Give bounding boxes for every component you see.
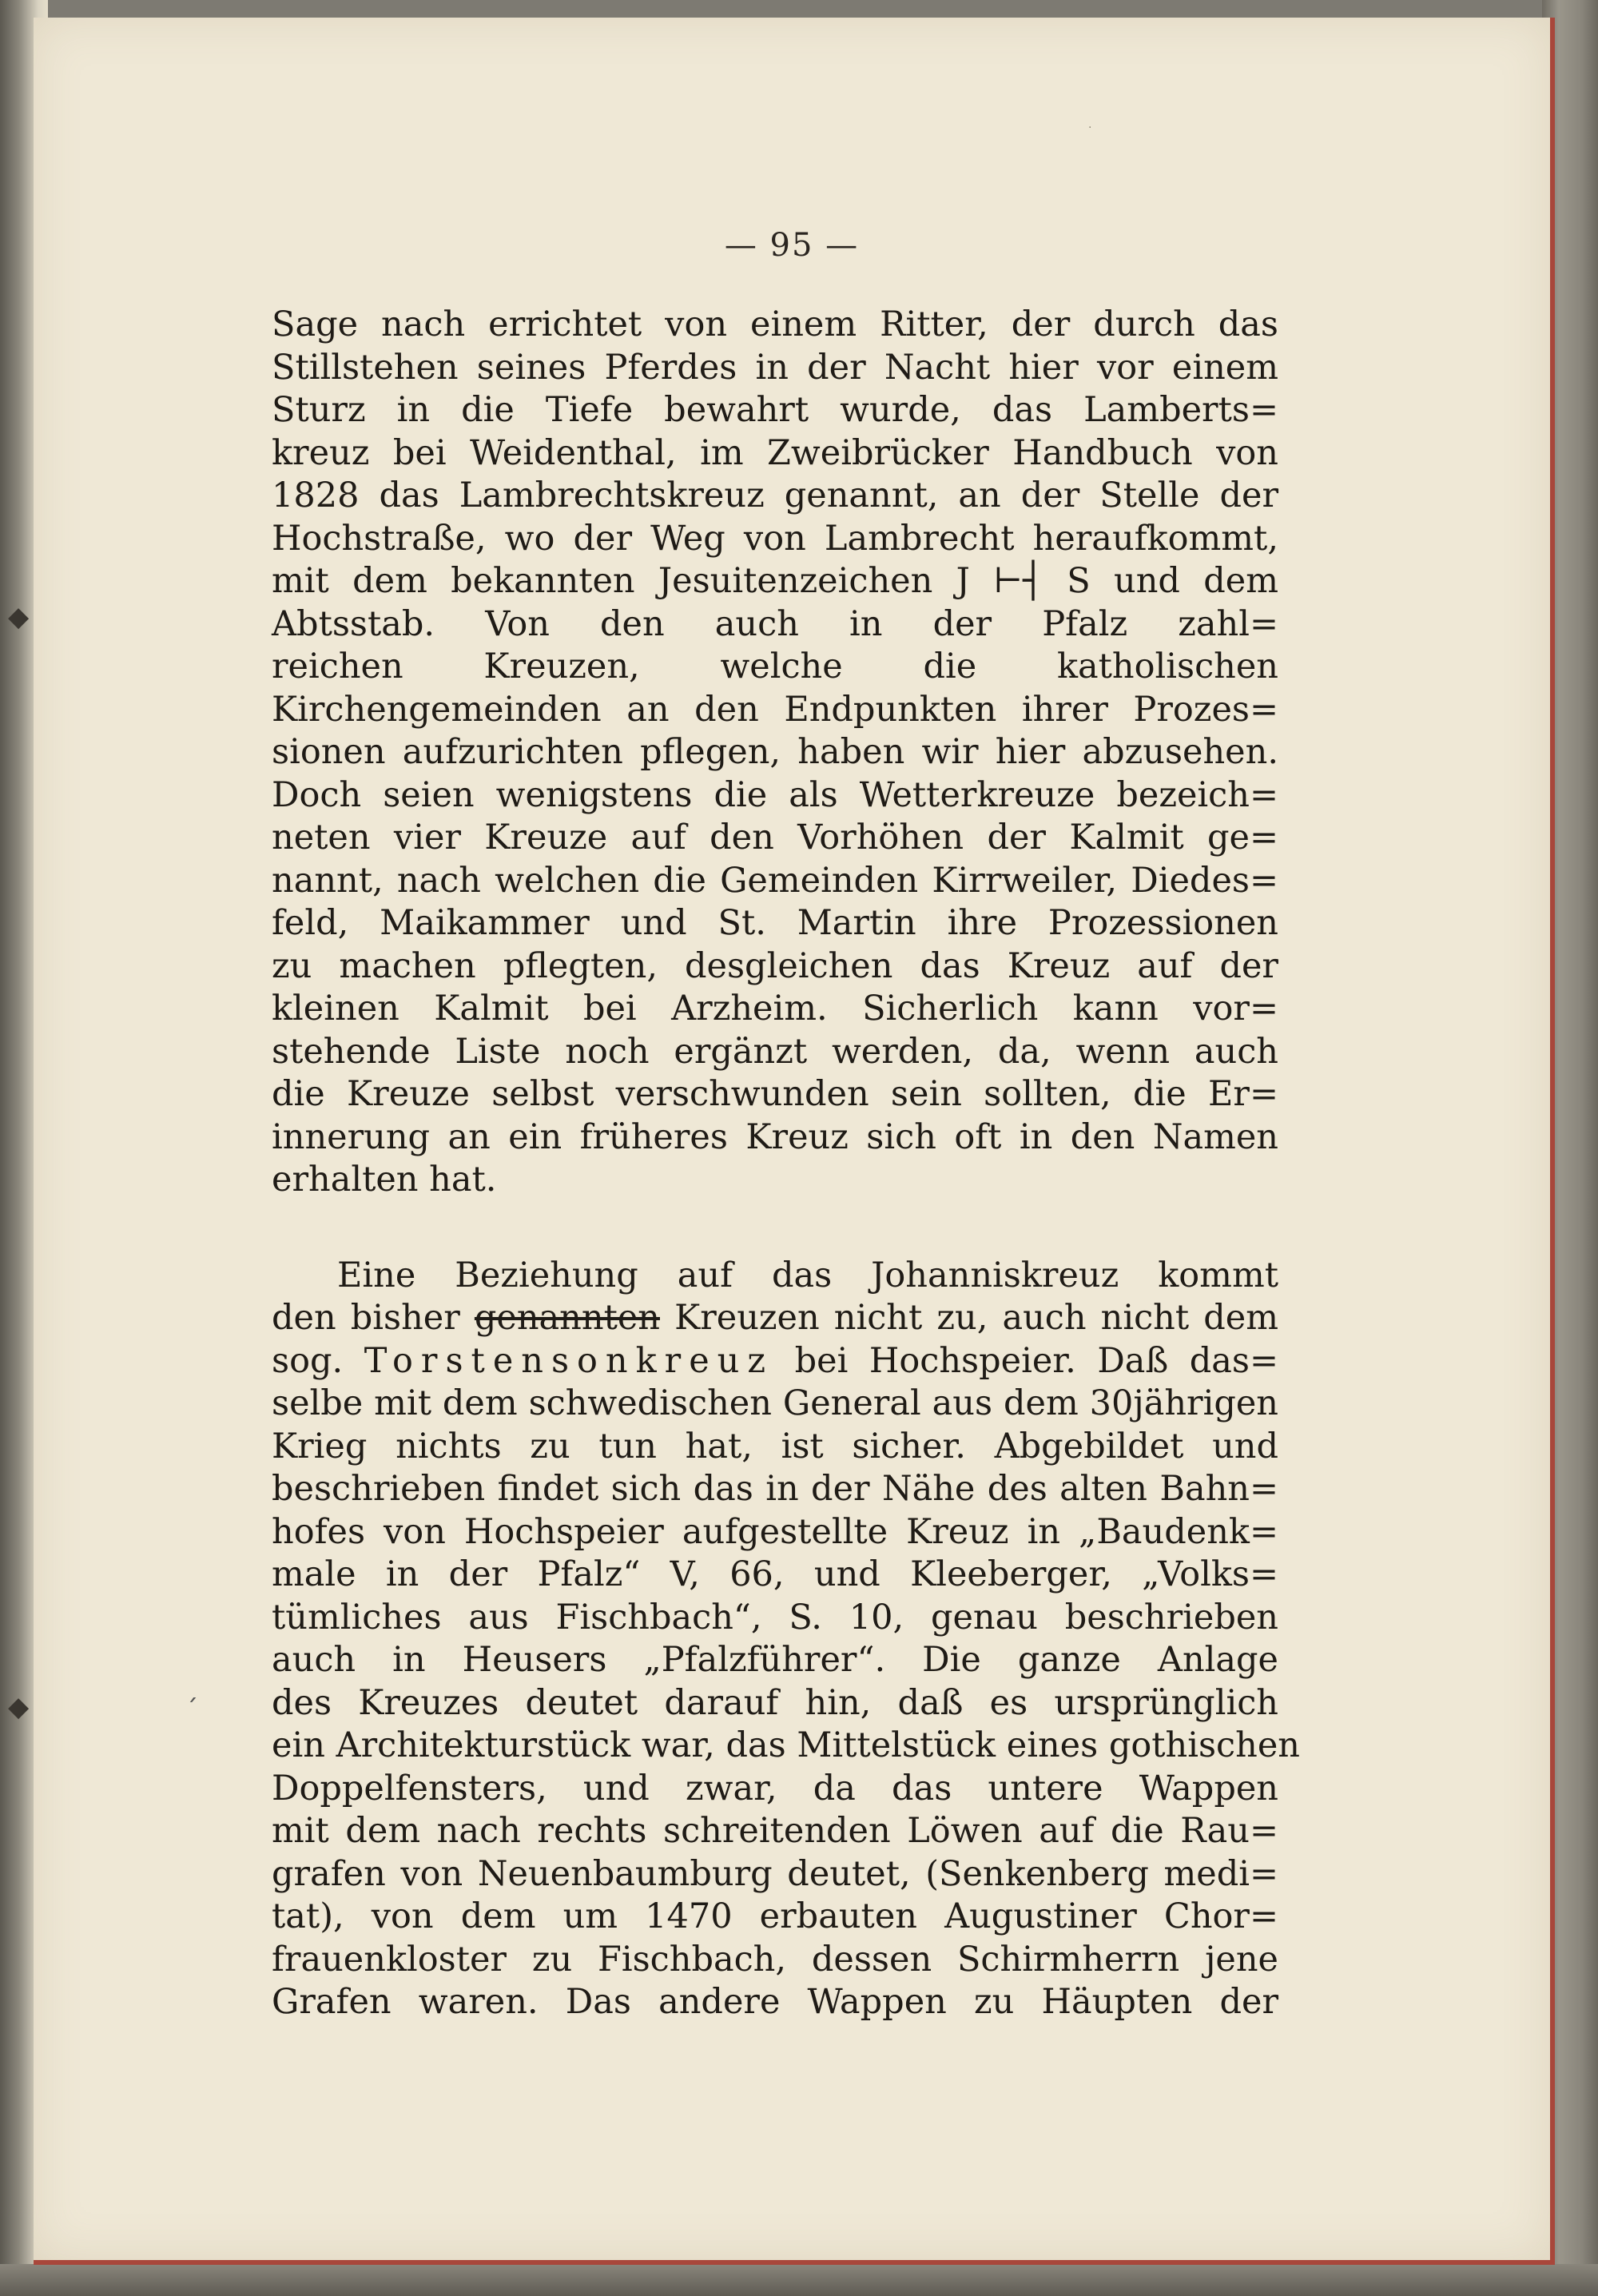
text-line: zu machen pflegten, desgleichen das Kreuz auf der: [272, 945, 1278, 986]
text-line: kreuz bei Weidenthal, im Zweibrücker Handbuch von: [272, 432, 1278, 473]
text-line: erhalten hat.: [272, 1160, 497, 1200]
text-line: Sturz in die Tiefe bewahrt wurde, das Lamberts=: [272, 390, 1278, 430]
text-run: Kreuzen nicht zu, auch nicht dem: [660, 1298, 1278, 1338]
struck-word: genannten: [474, 1298, 660, 1338]
book-edge-bottom: [0, 2264, 1598, 2296]
book-page: [34, 18, 1555, 2265]
text-line: reichen Kreuzen, welche die katholischen: [272, 647, 1278, 686]
text-line: [272, 1340, 1278, 1383]
text-line: neten vier Kreuze auf den Vorhöhen der Kalmit ge=: [272, 818, 1278, 858]
text-line: [272, 1297, 1278, 1340]
margin-tick-icon: ˊ: [185, 1694, 198, 1725]
binding-mark-icon: ◆: [8, 1691, 30, 1723]
text-line: kleinen Kalmit bei Arzheim. Sicherlich kann vor=: [272, 989, 1278, 1029]
text-line: Hochstraße, wo der Weg von Lambrecht heraufkommt,: [272, 518, 1278, 559]
text-line: Doch seien wenigstens die als Wetterkreuze bezeich=: [272, 774, 1278, 815]
text-line: auch in Heusers „Pfalzführer“. Die ganze Anlage: [272, 1640, 1278, 1680]
text-line: tümliches aus Fischbach“, S. 10, genau beschrieben: [272, 1597, 1278, 1637]
text-line: tat), von dem um 1470 erbauten Augustiner Chor=: [272, 1896, 1278, 1936]
page-number: — 95 —: [724, 227, 860, 264]
text-line: mit dem bekannten Jesuitenzeichen J ⊢┤ S und dem: [272, 561, 1278, 601]
text-line: stehende Liste noch ergänzt werden, da, wenn auch: [272, 1031, 1278, 1072]
text-line: Doppelfensters, und zwar, da das untere Wappen: [272, 1768, 1278, 1809]
text-run: den bisher: [272, 1298, 475, 1338]
text-line: des Kreuzes deutet darauf hin, daß es ursprünglich: [272, 1682, 1278, 1723]
paragraph-gap: [272, 1202, 1278, 1255]
text-line: Abtsstab. Von den auch in der Pfalz zahl=: [272, 603, 1278, 644]
text-line: selbe mit dem schwedischen General aus dem 30jährigen: [272, 1383, 1278, 1423]
text-line: frauenkloster zu Fischbach, dessen Schirmherrn jene: [272, 1939, 1278, 1980]
text-line: grafen von Neuenbaumburg deutet, (Senkenberg medi=: [272, 1853, 1278, 1894]
paragraph-2: [272, 1255, 1300, 2024]
text-run: bei Hochspeier. Daß das=: [773, 1340, 1278, 1381]
text-line: male in der Pfalz“ V, 66, und Kleeberger, „Volks=: [272, 1554, 1278, 1594]
body-text: [272, 304, 1300, 2024]
text-line: die Kreuze selbst verschwunden sein sollten, die Er=: [272, 1074, 1278, 1114]
text-line: nannt, nach welchen die Gemeinden Kirrweiler, Diedes=: [272, 860, 1278, 901]
text-line: Krieg nichts zu tun hat, ist sicher. Abgebildet und: [272, 1426, 1278, 1466]
text-line: hofes von Hochspeier aufgestellte Kreuz in „Baudenk=: [272, 1511, 1278, 1552]
paper-speck: ·: [1088, 121, 1092, 134]
text-line: innerung an ein früheres Kreuz sich oft in den Namen: [272, 1116, 1278, 1157]
text-run: sog.: [272, 1340, 364, 1381]
text-line: mit dem nach rechts schreitenden Löwen auf die Rau=: [272, 1811, 1278, 1851]
binding-mark-icon: ◆: [8, 601, 30, 633]
text-line: Kirchengemeinden an den Endpunkten ihrer Prozes=: [272, 689, 1278, 730]
text-line: sionen aufzurichten pflegen, haben wir hier abzusehen.: [272, 732, 1278, 772]
text-line: 1828 das Lambrechtskreuz genannt, an der Stelle der: [272, 476, 1278, 515]
spaced-word: Torstensonkreuz: [364, 1340, 774, 1381]
text-line: ein Architekturstück war, das Mittelstück eines gothischen: [272, 1725, 1300, 1765]
text-line: beschrieben findet sich das in der Nähe des alten Bahn=: [272, 1469, 1278, 1509]
paragraph-1: [272, 304, 1278, 1202]
text-line: feld, Maikammer und St. Martin ihre Prozessionen: [272, 903, 1278, 943]
text-line: Eine Beziehung auf das Johanniskreuz kommt: [337, 1255, 1278, 1295]
text-line: Stillstehen seines Pferdes in der Nacht hier vor einem: [272, 347, 1278, 388]
text-line: Sage nach errichtet von einem Ritter, der durch das: [272, 304, 1278, 344]
text-line: Grafen waren. Das andere Wappen zu Häupten der: [272, 1982, 1278, 2022]
